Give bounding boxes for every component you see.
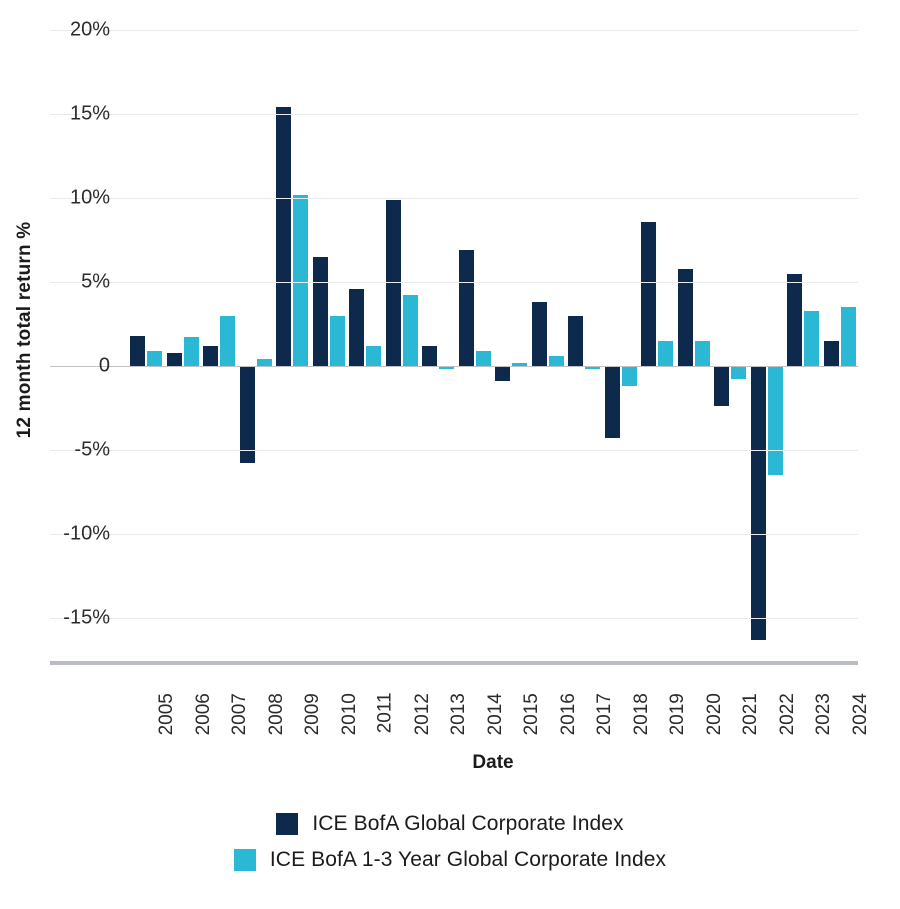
x-axis-tick-label: 2015 [521, 693, 543, 736]
y-axis-tick-label: 20% [69, 18, 110, 41]
x-axis-title: Date [472, 752, 514, 773]
bar-group [639, 30, 676, 660]
bar-group [238, 30, 275, 660]
legend-label-series-1: ICE BofA Global Corporate Index [312, 812, 624, 835]
x-axis-tick-label: 2016 [557, 693, 579, 736]
plot-area [63, 18, 858, 660]
gridline [50, 114, 858, 115]
bar [313, 257, 328, 366]
bar [658, 341, 673, 366]
bar-group [566, 30, 603, 660]
bar [349, 289, 364, 366]
bar-group [347, 30, 384, 660]
bar [532, 302, 547, 366]
x-axis-tick-label: 2023 [813, 693, 835, 736]
bar [366, 346, 381, 366]
bar [476, 351, 491, 366]
bar-group [420, 30, 457, 660]
bar [622, 366, 637, 386]
bar [422, 346, 437, 366]
y-axis-tick-label: 15% [69, 102, 110, 125]
bar [220, 316, 235, 366]
bar [240, 366, 255, 463]
x-axis-tick-labels [128, 672, 871, 762]
bar-group [311, 30, 348, 660]
bar-group [530, 30, 567, 660]
bar [403, 295, 418, 366]
bar [768, 366, 783, 475]
x-axis-tick-label: 2006 [192, 693, 214, 736]
bar [787, 274, 802, 366]
legend-item [0, 848, 900, 872]
bar-group [384, 30, 421, 660]
bar [841, 307, 856, 366]
x-axis-tick-label: 2024 [849, 693, 871, 736]
bar [641, 222, 656, 366]
x-axis-tick-label: 2014 [484, 693, 506, 736]
bar-group [822, 30, 859, 660]
bar-group [493, 30, 530, 660]
bar-group [676, 30, 713, 660]
bar [731, 366, 746, 379]
bar [568, 316, 583, 366]
bar [678, 269, 693, 366]
x-axis-tick-label: 2022 [776, 693, 798, 736]
bars-layer [128, 30, 858, 660]
y-axis-tick-label: 5% [81, 270, 110, 293]
bar [751, 366, 766, 640]
bar [330, 316, 345, 366]
bar [130, 336, 145, 366]
x-axis-tick-label: 2012 [411, 693, 433, 736]
x-axis-tick-label: 2005 [156, 693, 178, 736]
bar-group [165, 30, 202, 660]
bar [167, 353, 182, 366]
gridline [50, 450, 858, 451]
x-axis-tick-label: 2019 [667, 693, 689, 736]
y-axis-tick-label: -10% [63, 522, 110, 545]
bar-group [749, 30, 786, 660]
legend-swatch-series-2 [234, 849, 256, 871]
x-axis-tick-label: 2010 [338, 693, 360, 736]
bar-group [457, 30, 494, 660]
x-axis-tick-label: 2007 [229, 693, 251, 736]
bar [549, 356, 564, 366]
bar [605, 366, 620, 438]
x-axis-tick-label: 2011 [374, 692, 396, 734]
legend-item [0, 812, 900, 836]
x-axis-tick-label: 2017 [594, 693, 616, 736]
gridline [50, 534, 858, 535]
bar-group [128, 30, 165, 660]
bar [695, 341, 710, 366]
bar [257, 359, 272, 366]
x-axis-tick-label: 2018 [630, 693, 652, 736]
y-axis-title: 12 month total return % [14, 221, 35, 439]
x-axis-tick-label: 2008 [265, 693, 287, 736]
bar [804, 311, 819, 366]
gridline [50, 30, 858, 31]
bar [459, 250, 474, 366]
bar-group [603, 30, 640, 660]
zero-line [50, 366, 858, 367]
x-axis-tick-label: 2020 [703, 693, 725, 736]
y-axis-tick-label: -15% [63, 606, 110, 629]
x-axis-tick-label: 2021 [740, 693, 762, 736]
bar [184, 337, 199, 366]
y-axis-tick-label: -5% [74, 438, 110, 461]
bar-group [712, 30, 749, 660]
bar [824, 341, 839, 366]
bar-group [201, 30, 238, 660]
chart-legend [0, 812, 900, 884]
bar [203, 346, 218, 366]
legend-label-series-2: ICE BofA 1-3 Year Global Corporate Index [269, 848, 667, 871]
y-axis-tick-label: 0 [98, 354, 110, 377]
legend-swatch-series-1 [276, 813, 298, 835]
bar [276, 107, 291, 366]
bar-group [274, 30, 311, 660]
bar [293, 195, 308, 366]
gridline [50, 198, 858, 199]
y-axis-tick-label: 10% [69, 186, 110, 209]
bar [495, 366, 510, 381]
bar-group [785, 30, 822, 660]
gridline [50, 282, 858, 283]
x-axis-line [50, 661, 858, 665]
x-axis-tick-label: 2013 [448, 693, 470, 736]
bar [147, 351, 162, 366]
bar [714, 366, 729, 406]
x-axis-tick-label: 2009 [302, 693, 324, 736]
gridline [50, 618, 858, 619]
